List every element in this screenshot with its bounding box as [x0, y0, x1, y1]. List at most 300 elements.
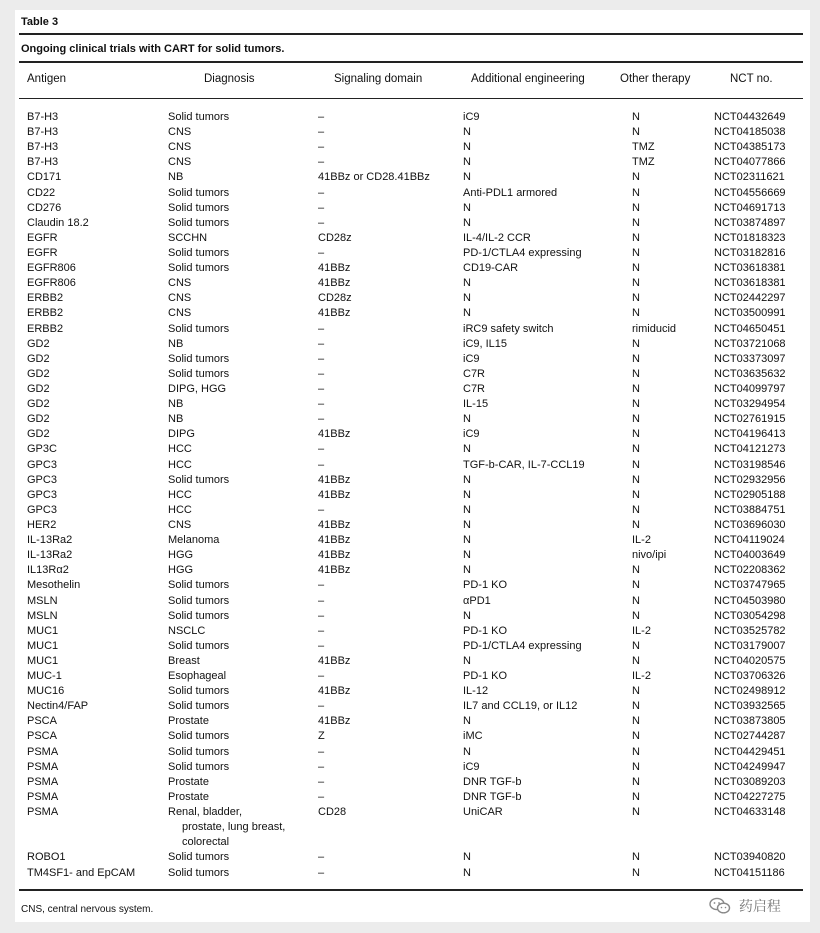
- cell-diagnosis: CNS: [168, 156, 192, 169]
- cell-antigen: MUC1: [27, 639, 59, 652]
- table-page: [15, 10, 810, 922]
- cell-antigen: ERBB2: [27, 292, 64, 305]
- cell-antigen: PSMA: [27, 806, 59, 819]
- cell-line: colorectal: [182, 836, 230, 849]
- cell-nct-no: NCT04196413: [714, 428, 786, 441]
- table-row: [15, 412, 810, 427]
- cell-signaling-domain: –: [318, 609, 325, 622]
- cell-other-therapy: N: [632, 564, 640, 577]
- cell-antigen: B7-H3: [27, 156, 59, 169]
- cell-other-therapy: N: [632, 458, 640, 471]
- cell-nct-no: NCT04633148: [714, 806, 786, 819]
- cell-signaling-domain: 41BBz or CD28.41BBz: [318, 171, 430, 184]
- cell-nct-no: NCT03747965: [714, 579, 786, 592]
- cell-other-therapy: N: [632, 579, 640, 592]
- cell-additional-engineering: N: [463, 745, 471, 758]
- cell-antigen: EGFR: [27, 231, 58, 244]
- cell-additional-engineering: PD-1 KO: [463, 624, 508, 637]
- cell-diagnosis: HCC: [168, 443, 192, 456]
- cell-other-therapy: N: [632, 292, 640, 305]
- cell-additional-engineering: IL-15: [463, 398, 489, 411]
- table-label: Table 3: [21, 16, 59, 28]
- cell-other-therapy: N: [632, 367, 640, 380]
- cell-signaling-domain: 41BBz: [318, 473, 351, 486]
- cell-diagnosis: Solid tumors: [168, 201, 230, 214]
- cell-antigen: B7-H3: [27, 126, 59, 139]
- cell-other-therapy: N: [632, 730, 640, 743]
- cell-diagnosis: Solid tumors: [168, 186, 230, 199]
- cell-additional-engineering: αPD1: [463, 594, 491, 607]
- cell-other-therapy: N: [632, 609, 640, 622]
- cell-antigen: HER2: [27, 518, 57, 531]
- table-row: [15, 382, 810, 397]
- cell-antigen: ERBB2: [27, 307, 64, 320]
- cell-additional-engineering: iRC9 safety switch: [463, 322, 554, 335]
- cell-other-therapy: N: [632, 307, 640, 320]
- cell-additional-engineering: N: [463, 413, 471, 426]
- cell-diagnosis: Solid tumors: [168, 216, 230, 229]
- cell-antigen: IL-13Ra2: [27, 534, 73, 547]
- cell-additional-engineering: N: [463, 443, 471, 456]
- cell-other-therapy: N: [632, 171, 640, 184]
- cell-antigen: GPC3: [27, 488, 57, 501]
- cell-nct-no: NCT03294954: [714, 398, 786, 411]
- cell-antigen: Claudin 18.2: [27, 216, 89, 229]
- cell-signaling-domain: 41BBz: [318, 488, 351, 501]
- cell-additional-engineering: C7R: [463, 382, 486, 395]
- cell-antigen: GD2: [27, 337, 50, 350]
- cell-diagnosis: Solid tumors: [168, 579, 230, 592]
- cell-nct-no: NCT03696030: [714, 518, 786, 531]
- cell-additional-engineering: iC9: [463, 428, 480, 441]
- cell-signaling-domain: –: [318, 141, 325, 154]
- cell-nct-no: NCT03932565: [714, 700, 786, 713]
- cell-signaling-domain: –: [318, 201, 325, 214]
- cell-signaling-domain: –: [318, 111, 325, 123]
- header-signaling-domain: Signaling domain: [334, 73, 423, 85]
- cell-signaling-domain: CD28: [318, 806, 347, 819]
- table-row: [15, 654, 810, 669]
- cell-nct-no: NCT03618381: [714, 262, 786, 275]
- cell-signaling-domain: 41BBz: [318, 262, 351, 275]
- cell-diagnosis: Solid tumors: [168, 700, 230, 713]
- cell-other-therapy: N: [632, 715, 640, 728]
- cell-signaling-domain: –: [318, 443, 325, 456]
- table-row: [15, 216, 810, 231]
- header-antigen: Antigen: [27, 73, 67, 85]
- cell-additional-engineering: N: [463, 503, 471, 516]
- table-row: [15, 775, 810, 790]
- cell-diagnosis: Solid tumors: [168, 745, 230, 758]
- cell-additional-engineering: N: [463, 126, 471, 139]
- table-row: [15, 518, 810, 533]
- cell-additional-engineering: N: [463, 201, 471, 214]
- table-row: [15, 563, 810, 578]
- cell-diagnosis: Solid tumors: [168, 609, 230, 622]
- cell-antigen: GD2: [27, 367, 50, 380]
- cell-additional-engineering: TGF-b-CAR, IL-7-CCL19: [463, 458, 585, 471]
- cell-diagnosis: Solid tumors: [168, 473, 230, 486]
- cell-signaling-domain: Z: [318, 730, 325, 743]
- table-row: [15, 397, 810, 412]
- cell-nct-no: NCT03525782: [714, 624, 786, 637]
- cell-antigen: GPC3: [27, 458, 57, 471]
- table-row: [15, 306, 810, 321]
- cell-diagnosis: Solid tumors: [168, 352, 230, 365]
- cell-diagnosis: NB: [168, 398, 184, 411]
- cell-additional-engineering: IL-12: [463, 685, 489, 698]
- cell-diagnosis: Solid tumors: [168, 262, 230, 275]
- cell-nct-no: NCT03179007: [714, 639, 786, 652]
- cell-nct-no: NCT03635632: [714, 367, 786, 380]
- cell-diagnosis: DIPG: [168, 428, 195, 441]
- cell-other-therapy: N: [632, 428, 640, 441]
- cell-diagnosis: Solid tumors: [168, 866, 230, 879]
- cell-signaling-domain: –: [318, 216, 325, 229]
- cell-antigen: GP3C: [27, 443, 57, 456]
- table-row: [15, 729, 810, 744]
- header-diagnosis: Diagnosis: [204, 73, 255, 85]
- cell-antigen: IL13Rα2: [27, 564, 69, 577]
- table-row: [15, 760, 810, 775]
- cell-additional-engineering: N: [463, 564, 471, 577]
- cell-signaling-domain: –: [318, 745, 325, 758]
- cell-diagnosis: CNS: [168, 141, 192, 154]
- cell-signaling-domain: 41BBz: [318, 428, 351, 441]
- cell-diagnosis: Solid tumors: [168, 594, 230, 607]
- cell-additional-engineering: PD-1 KO: [463, 670, 508, 683]
- cell-additional-engineering: iC9: [463, 352, 480, 365]
- cell-diagnosis: Prostate: [168, 790, 209, 803]
- cell-diagnosis: Solid tumors: [168, 730, 230, 743]
- cell-nct-no: NCT02498912: [714, 685, 786, 698]
- table-row: [15, 442, 810, 457]
- cell-signaling-domain: 41BBz: [318, 685, 351, 698]
- cell-other-therapy: N: [632, 488, 640, 501]
- cell-nct-no: NCT02932956: [714, 473, 786, 486]
- cell-signaling-domain: –: [318, 775, 325, 788]
- cell-additional-engineering: UniCAR: [463, 806, 503, 819]
- cell-signaling-domain: –: [318, 579, 325, 592]
- cell-diagnosis: NB: [168, 413, 184, 426]
- wechat-icon: [709, 897, 731, 915]
- cell-signaling-domain: 41BBz: [318, 564, 351, 577]
- cell-other-therapy: N: [632, 216, 640, 229]
- cell-antigen: PSMA: [27, 745, 59, 758]
- cell-antigen: MSLN: [27, 609, 58, 622]
- cell-other-therapy: N: [632, 745, 640, 758]
- cell-additional-engineering: N: [463, 156, 471, 169]
- table-row: [15, 291, 810, 306]
- cell-other-therapy: IL-2: [632, 624, 651, 637]
- cell-signaling-domain: –: [318, 851, 325, 864]
- table-row: [15, 578, 810, 593]
- table-row: [15, 427, 810, 442]
- cell-additional-engineering: IL7 and CCL19, or IL12: [463, 700, 578, 713]
- cell-antigen: MUC1: [27, 654, 59, 667]
- table-row: [15, 790, 810, 805]
- table-caption: Ongoing clinical trials with CART for solid tumors.: [21, 43, 285, 55]
- cell-antigen: PSMA: [27, 775, 59, 788]
- cell-antigen: IL-13Ra2: [27, 549, 73, 562]
- cell-antigen: EGFR806: [27, 262, 76, 275]
- cell-additional-engineering: PD-1/CTLA4 expressing: [463, 246, 582, 259]
- cell-signaling-domain: –: [318, 700, 325, 713]
- cell-nct-no: NCT04556669: [714, 186, 786, 199]
- table-row: [15, 352, 810, 367]
- table-row: [15, 140, 810, 155]
- cell-signaling-domain: –: [318, 337, 325, 350]
- cell-antigen: GD2: [27, 398, 50, 411]
- cell-antigen: B7-H3: [27, 141, 59, 154]
- cell-nct-no: NCT03089203: [714, 775, 786, 788]
- cell-antigen: PSCA: [27, 730, 57, 743]
- cell-antigen: B7-H3: [27, 111, 59, 123]
- cell-additional-engineering: N: [463, 277, 471, 290]
- cell-other-therapy: N: [632, 398, 640, 411]
- cell-diagnosis: CNS: [168, 307, 192, 320]
- cell-nct-no: NCT04429451: [714, 745, 786, 758]
- cell-nct-no: NCT02311621: [714, 171, 785, 184]
- cell-nct-no: NCT03054298: [714, 609, 786, 622]
- cell-diagnosis: CNS: [168, 518, 192, 531]
- table-row: [15, 609, 810, 624]
- cell-nct-no: NCT04077866: [714, 156, 786, 169]
- cell-additional-engineering: N: [463, 473, 471, 486]
- cell-nct-no: NCT02208362: [714, 564, 786, 577]
- cell-additional-engineering: N: [463, 307, 471, 320]
- cell-antigen: TM4SF1- and EpCAM: [27, 866, 136, 879]
- cell-nct-no: NCT02761915: [714, 413, 786, 426]
- cell-additional-engineering: iMC: [463, 730, 483, 743]
- header-other-therapy: Other therapy: [620, 73, 691, 85]
- cell-other-therapy: N: [632, 866, 640, 879]
- cell-signaling-domain: –: [318, 352, 325, 365]
- table-row: [15, 473, 810, 488]
- table-row: [15, 714, 810, 729]
- table-row: [15, 155, 810, 170]
- cell-signaling-domain: –: [318, 398, 325, 411]
- cell-signaling-domain: 41BBz: [318, 307, 351, 320]
- cell-other-therapy: IL-2: [632, 670, 651, 683]
- cell-other-therapy: N: [632, 639, 640, 652]
- cell-other-therapy: N: [632, 277, 640, 290]
- cell-other-therapy: N: [632, 503, 640, 516]
- table-footnote: CNS, central nervous system.: [21, 904, 154, 915]
- cell-other-therapy: N: [632, 700, 640, 713]
- cell-additional-engineering: IL-4/IL-2 CCR: [463, 231, 531, 244]
- cell-diagnosis: Prostate: [168, 715, 209, 728]
- header-rule: [19, 98, 803, 99]
- cell-nct-no: NCT03873805: [714, 715, 786, 728]
- cell-signaling-domain: CD28z: [318, 292, 352, 305]
- cell-additional-engineering: N: [463, 141, 471, 154]
- cell-nct-no: NCT03182816: [714, 246, 786, 259]
- cell-antigen: Mesothelin: [27, 579, 81, 592]
- cell-antigen: CD171: [27, 171, 62, 184]
- cell-additional-engineering: N: [463, 654, 471, 667]
- cell-additional-engineering: PD-1/CTLA4 expressing: [463, 639, 582, 652]
- table-body: [15, 110, 810, 881]
- cell-signaling-domain: –: [318, 670, 325, 683]
- cell-other-therapy: TMZ: [632, 156, 655, 169]
- cell-additional-engineering: CD19-CAR: [463, 262, 519, 275]
- cell-nct-no: NCT03198546: [714, 458, 786, 471]
- cell-diagnosis: Solid tumors: [168, 111, 230, 123]
- cell-nct-no: NCT03940820: [714, 851, 786, 864]
- cell-signaling-domain: –: [318, 458, 325, 471]
- cell-antigen: GPC3: [27, 473, 57, 486]
- cell-antigen: MUC1: [27, 624, 59, 637]
- cell-signaling-domain: –: [318, 156, 325, 169]
- cell-other-therapy: nivo/ipi: [632, 549, 667, 562]
- cell-antigen: PSCA: [27, 715, 57, 728]
- header-nct-no: NCT no.: [730, 73, 773, 85]
- cell-antigen: CD22: [27, 186, 56, 199]
- cell-diagnosis: Solid tumors: [168, 322, 230, 335]
- cell-additional-engineering: N: [463, 715, 471, 728]
- cell-nct-no: NCT01818323: [714, 231, 786, 244]
- cell-other-therapy: N: [632, 201, 640, 214]
- cell-nct-no: NCT04650451: [714, 322, 786, 335]
- cell-antigen: ROBO1: [27, 851, 66, 864]
- cell-diagnosis: DIPG, HGG: [168, 382, 227, 395]
- cell-antigen: PSMA: [27, 760, 59, 773]
- cell-antigen: MSLN: [27, 594, 58, 607]
- cell-other-therapy: N: [632, 806, 640, 819]
- cell-other-therapy: N: [632, 382, 640, 395]
- cell-nct-no: NCT04227275: [714, 790, 786, 803]
- cell-signaling-domain: –: [318, 382, 325, 395]
- cell-nct-no: NCT03618381: [714, 277, 786, 290]
- cell-additional-engineering: iC9: [463, 111, 480, 123]
- cell-nct-no: NCT04691713: [714, 201, 786, 214]
- cell-other-therapy: N: [632, 186, 640, 199]
- cell-additional-engineering: PD-1 KO: [463, 579, 508, 592]
- cell-signaling-domain: –: [318, 866, 325, 879]
- cell-diagnosis: Prostate: [168, 775, 209, 788]
- cell-signaling-domain: –: [318, 246, 325, 259]
- watermark-text: 药启程: [738, 898, 781, 914]
- cell-additional-engineering: iC9: [463, 760, 480, 773]
- cell-other-therapy: IL-2: [632, 534, 651, 547]
- cell-signaling-domain: 41BBz: [318, 715, 351, 728]
- cell-nct-no: NCT02744287: [714, 730, 786, 743]
- cell-other-therapy: N: [632, 262, 640, 275]
- top-rule: [19, 33, 803, 35]
- cell-antigen: GD2: [27, 382, 50, 395]
- cell-nct-no: NCT03500991: [714, 307, 786, 320]
- table-row: [15, 261, 810, 276]
- cell-nct-no: NCT04151186: [714, 866, 785, 879]
- cell-antigen: EGFR806: [27, 277, 76, 290]
- cell-antigen: GD2: [27, 413, 50, 426]
- cell-other-therapy: N: [632, 790, 640, 803]
- header-additional-engineering: Additional engineering: [471, 73, 585, 85]
- cell-nct-no: NCT03373097: [714, 352, 786, 365]
- cell-diagnosis: CNS: [168, 126, 192, 139]
- cell-other-therapy: N: [632, 413, 640, 426]
- cell-diagnosis: [168, 805, 285, 850]
- cell-nct-no: NCT04503980: [714, 594, 786, 607]
- table-row: [15, 503, 810, 518]
- cell-diagnosis: Solid tumors: [168, 760, 230, 773]
- cell-other-therapy: N: [632, 473, 640, 486]
- cell-other-therapy: N: [632, 851, 640, 864]
- cell-diagnosis: HCC: [168, 458, 192, 471]
- table-header: [15, 73, 810, 87]
- cell-diagnosis: HGG: [168, 564, 194, 577]
- cell-other-therapy: N: [632, 775, 640, 788]
- watermark: [709, 896, 781, 916]
- cell-antigen: GPC3: [27, 503, 57, 516]
- cell-additional-engineering: N: [463, 292, 471, 305]
- bottom-rule: [19, 889, 803, 891]
- cell-other-therapy: N: [632, 111, 640, 123]
- cell-nct-no: NCT04432649: [714, 111, 786, 123]
- cell-signaling-domain: CD28z: [318, 231, 352, 244]
- cell-signaling-domain: 41BBz: [318, 654, 351, 667]
- cell-diagnosis: Solid tumors: [168, 851, 230, 864]
- cell-additional-engineering: N: [463, 171, 471, 184]
- cell-signaling-domain: –: [318, 790, 325, 803]
- cell-other-therapy: N: [632, 518, 640, 531]
- cell-nct-no: NCT04185038: [714, 126, 786, 139]
- cell-other-therapy: N: [632, 685, 640, 698]
- cell-other-therapy: N: [632, 337, 640, 350]
- cell-signaling-domain: –: [318, 594, 325, 607]
- cell-diagnosis: Esophageal: [168, 670, 227, 683]
- cell-additional-engineering: iC9, IL15: [463, 337, 508, 350]
- cell-additional-engineering: Anti-PDL1 armored: [463, 186, 558, 199]
- table-row: [15, 276, 810, 291]
- table-row: [15, 850, 810, 865]
- table-row: [15, 548, 810, 563]
- cell-signaling-domain: –: [318, 186, 325, 199]
- cell-diagnosis: Solid tumors: [168, 367, 230, 380]
- cell-signaling-domain: –: [318, 322, 325, 335]
- table-row: [15, 594, 810, 609]
- table-row: [15, 125, 810, 140]
- cell-nct-no: NCT04249947: [714, 760, 786, 773]
- table-row: [15, 669, 810, 684]
- cell-nct-no: NCT04099797: [714, 382, 786, 395]
- cell-additional-engineering: DNR TGF-b: [463, 790, 522, 803]
- cell-signaling-domain: –: [318, 503, 325, 516]
- table-row: [15, 805, 810, 850]
- table-row: [15, 533, 810, 548]
- cell-additional-engineering: N: [463, 851, 471, 864]
- cell-antigen: ERBB2: [27, 322, 64, 335]
- cell-signaling-domain: 41BBz: [318, 277, 351, 290]
- cell-antigen: Nectin4/FAP: [27, 700, 89, 713]
- caption-rule: [19, 61, 803, 63]
- cell-other-therapy: N: [632, 231, 640, 244]
- cell-diagnosis: CNS: [168, 292, 192, 305]
- cell-nct-no: NCT03706326: [714, 670, 786, 683]
- cell-antigen: GD2: [27, 352, 50, 365]
- cell-diagnosis: NSCLC: [168, 624, 206, 637]
- cell-antigen: PSMA: [27, 790, 59, 803]
- cell-additional-engineering: N: [463, 216, 471, 229]
- cell-other-therapy: N: [632, 352, 640, 365]
- table-row: [15, 170, 810, 185]
- table-row: [15, 110, 810, 125]
- cell-antigen: CD276: [27, 201, 62, 214]
- cell-antigen: MUC16: [27, 685, 65, 698]
- cell-other-therapy: TMZ: [632, 141, 655, 154]
- cell-line: Renal, bladder,: [168, 806, 242, 819]
